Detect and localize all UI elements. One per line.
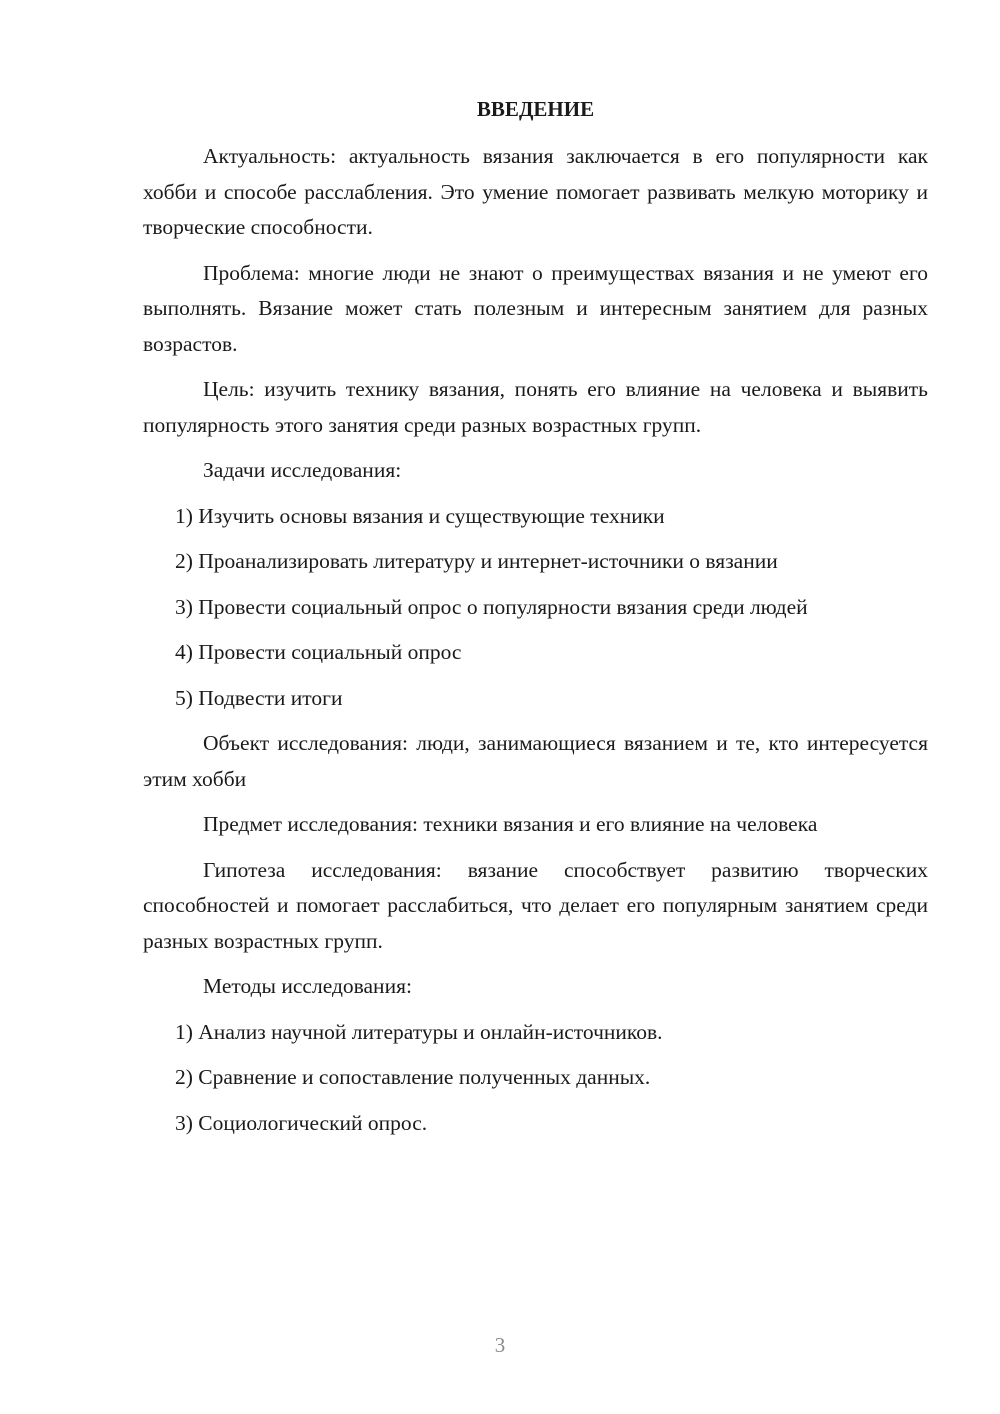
method-item: 1) Анализ научной литературы и онлайн-источников. xyxy=(175,1019,663,1044)
task-item: 5) Подвести итоги xyxy=(175,685,343,710)
tasks-heading: Задачи исследования: xyxy=(203,458,402,482)
page-content xyxy=(143,92,928,1151)
goal-paragraph: Цель: изучить технику вязания, понять его влияние на человека и выявить популярность этого занятия среди разных возрастных групп. xyxy=(143,377,928,437)
subject-paragraph: Предмет исследования: техники вязания и его влияние на человека xyxy=(203,812,818,836)
methods-heading: Методы исследования: xyxy=(203,974,412,998)
task-item: 3) Провести социальный опрос о популярности вязания среди людей xyxy=(175,594,808,619)
task-item: 1) Изучить основы вязания и существующие техники xyxy=(175,503,665,528)
task-item: 4) Провести социальный опрос xyxy=(175,640,462,664)
problem-paragraph: Проблема: многие люди не знают о преимуществах вязания и не умеют его выполнять. Вязание может стать полезным и интересным занятием для разных возрастов. xyxy=(143,260,928,356)
hypothesis-paragraph: Гипотеза исследования: вязание способствует развитию творческих способностей и помогает расслабиться, что делает его популярным занятием среди разных возрастных групп. xyxy=(143,857,928,953)
page-number: 3 xyxy=(494,1333,506,1357)
methods-list xyxy=(143,1015,928,1142)
method-item: 3) Социологический опрос. xyxy=(175,1110,428,1135)
section-title: ВВЕДЕНИЕ xyxy=(476,97,595,121)
object-paragraph: Объект исследования: люди, занимающиеся вязанием и те, кто интересуется этим хобби xyxy=(143,731,928,791)
task-item: 2) Проанализировать литературу и интернет-источники о вязании xyxy=(175,549,778,573)
relevance-paragraph: Актуальность: актуальность вязания заключается в его популярности как хобби и способе расслабления. Это умение помогает развивать мелкую моторику и творческие способности. xyxy=(143,144,928,239)
tasks-list xyxy=(143,499,928,717)
method-item: 2) Сравнение и сопоставление полученных данных. xyxy=(175,1065,651,1089)
